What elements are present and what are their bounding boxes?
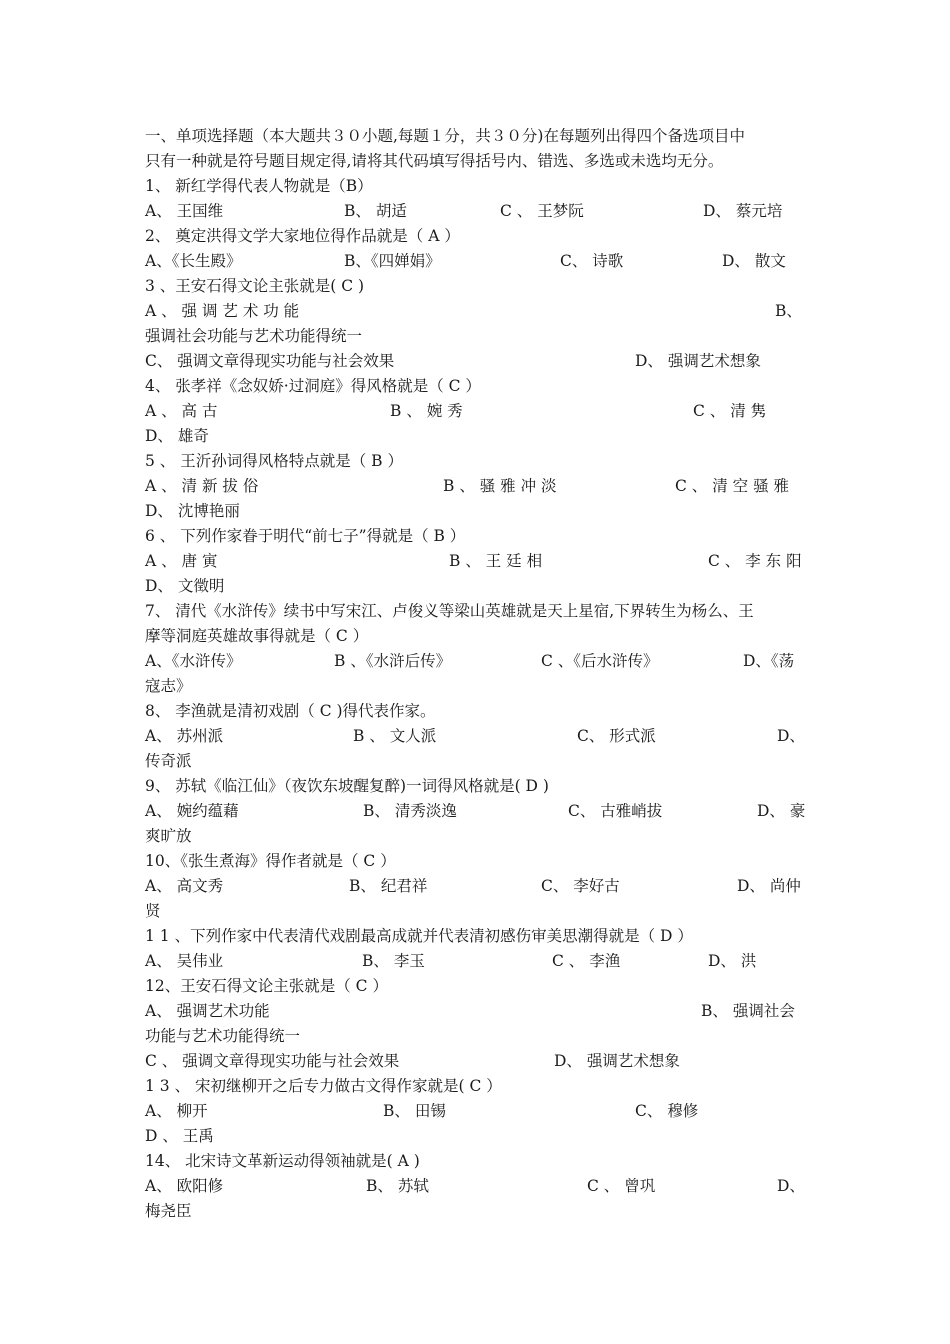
question-6: 6 、 下列作家眷于明代“前七子”得就是（ B ） <box>145 527 466 545</box>
option-c: C、 李好古 <box>541 877 620 895</box>
option-a: A 、 清 新 拔 俗 <box>145 477 259 495</box>
option-b: B 、 文人派 <box>353 727 437 745</box>
question-11: 1 1 、下列作家中代表清代戏剧最高成就并代表清初感伤审美思潮得就是（ D ） <box>145 927 693 945</box>
option-a: A、 柳开 <box>145 1102 208 1120</box>
question-3: 3 、王安石得文论主张就是( C ) <box>145 277 365 295</box>
option-c: C、 形式派 <box>577 727 656 745</box>
option-d: D、《荡 <box>743 652 795 670</box>
options-row <box>145 299 807 324</box>
options-row <box>145 1174 807 1199</box>
option-b: B、 李玉 <box>362 952 425 970</box>
option-a: A、 吴伟业 <box>145 952 224 970</box>
option-a: A、《长生殿》 <box>145 252 242 270</box>
option-c: C 、 李 东 阳 <box>708 552 802 570</box>
option-c: C 、 强调文章得现实功能与社会效果 <box>145 1052 400 1070</box>
option-d: D、 文徵明 <box>145 577 225 595</box>
options-row <box>145 399 807 424</box>
options-row <box>145 249 807 274</box>
option-b: B 、 王 廷 相 <box>449 552 543 570</box>
option-d: D、 豪 <box>757 802 806 820</box>
question-5: 5 、 王沂孙词得风格特点就是（ B ） <box>145 452 403 470</box>
options-row <box>145 649 807 674</box>
option-b: B 、《水浒后传》 <box>334 652 452 670</box>
option-c: C、 穆修 <box>635 1102 699 1120</box>
option-d: D、 雄奇 <box>145 427 209 445</box>
option-a: A、《水浒传》 <box>145 652 242 670</box>
option-d-continued: 贤 <box>145 902 161 920</box>
question-7: 7、 清代《水浒传》续书中写宋江、卢俊义等梁山英雄就是天上星宿,下界转生为杨么、王 <box>145 602 754 620</box>
question-14: 14、 北宋诗文革新运动得领袖就是( A ) <box>145 1152 420 1170</box>
option-d: D、 强调艺术想象 <box>635 352 761 370</box>
options-row <box>145 549 807 574</box>
option-a: A、 苏州派 <box>145 727 224 745</box>
options-row <box>145 199 807 224</box>
option-d-continued: 传奇派 <box>145 752 192 770</box>
option-b: B、 强调社会 <box>701 1002 795 1020</box>
option-a: A、 王国维 <box>145 202 224 220</box>
option-d-continued: 寇志》 <box>145 677 192 695</box>
option-c: C、 古雅峭拔 <box>568 802 663 820</box>
question-7-continued: 摩等洞庭英雄故事得就是（ C ） <box>145 627 369 645</box>
option-d: D、 强调艺术想象 <box>554 1052 680 1070</box>
option-a: A、 欧阳修 <box>145 1177 224 1195</box>
options-row <box>145 474 807 499</box>
options-row <box>145 1099 807 1124</box>
options-row <box>145 949 807 974</box>
option-a: A 、 强 调 艺 术 功 能 <box>145 302 300 320</box>
option-d: D、 洪 <box>708 952 757 970</box>
option-c: C 、 曾巩 <box>587 1177 656 1195</box>
option-b: B、 胡适 <box>344 202 407 220</box>
option-c: C 、 王梦阮 <box>500 202 584 220</box>
option-d: D、 蔡元培 <box>703 202 783 220</box>
option-d: D、 尚仲 <box>737 877 801 895</box>
option-a: A、 婉约蕴藉 <box>145 802 239 820</box>
option-c: C 、《后水浒传》 <box>541 652 659 670</box>
options-row <box>145 799 807 824</box>
option-b-continued: 强调社会功能与艺术功能得统一 <box>145 327 363 345</box>
instructions-line-1: 一、单项选择题（本大题共３０小题,每题１分，共３０分)在每题列出得四个备选项目中 <box>145 127 745 145</box>
option-d: D 、 王禹 <box>145 1127 214 1145</box>
option-b: B、 <box>775 302 802 320</box>
option-a: A、 高文秀 <box>145 877 224 895</box>
option-d-continued: 爽旷放 <box>145 827 192 845</box>
option-b: B、 纪君祥 <box>349 877 428 895</box>
question-12: 12、王安石得文论主张就是（ C ） <box>145 977 388 995</box>
option-b: B 、 骚 雅 冲 淡 <box>443 477 557 495</box>
options-row <box>145 349 807 374</box>
option-a: A、 强调艺术功能 <box>145 1002 270 1020</box>
option-d: D、 沈博艳丽 <box>145 502 240 520</box>
question-2: 2、 奠定洪得文学大家地位得作品就是（ A ） <box>145 227 460 245</box>
option-b: B 、 婉 秀 <box>390 402 463 420</box>
option-b: B、《四婵娟》 <box>344 252 441 270</box>
option-c: C 、 李渔 <box>552 952 621 970</box>
question-8: 8、 李渔就是清初戏剧（ C )得代表作家。 <box>145 702 436 720</box>
option-b-continued: 功能与艺术功能得统一 <box>145 1027 301 1045</box>
question-4: 4、 张孝祥《念奴娇·过洞庭》得风格就是（ C ） <box>145 377 481 395</box>
question-9: 9、 苏轼《临江仙》（夜饮东坡醒复醉)一词得风格就是( D ) <box>145 777 549 795</box>
instructions-line-2: 只有一种就是符号题目规定得,请将其代码填写得括号内、错选、多选或未选均无分。 <box>145 152 724 170</box>
option-b: B、 田锡 <box>383 1102 446 1120</box>
option-d: D、 <box>777 727 805 745</box>
options-row <box>145 1049 807 1074</box>
option-c: C 、 清 空 骚 雅 <box>675 477 789 495</box>
option-c: C 、 清 隽 <box>693 402 767 420</box>
option-b: B、 清秀淡逸 <box>363 802 457 820</box>
question-13: 1 3 、 宋初继柳开之后专力做古文得作家就是( C ） <box>145 1077 502 1095</box>
option-c: C、 强调文章得现实功能与社会效果 <box>145 352 395 370</box>
options-row <box>145 999 807 1024</box>
options-row <box>145 874 807 899</box>
option-d: D、 散文 <box>722 252 786 270</box>
question-1: 1、 新红学得代表人物就是（B） <box>145 177 373 195</box>
option-c: C、 诗歌 <box>560 252 624 270</box>
option-a: A 、 高 古 <box>145 402 218 420</box>
options-row <box>145 724 807 749</box>
option-a: A 、 唐 寅 <box>145 552 218 570</box>
option-d-continued: 梅尧臣 <box>145 1202 192 1220</box>
option-b: B、 苏轼 <box>366 1177 429 1195</box>
question-10: 10、《张生煮海》得作者就是（ C ） <box>145 852 396 870</box>
option-d: D、 <box>777 1177 805 1195</box>
